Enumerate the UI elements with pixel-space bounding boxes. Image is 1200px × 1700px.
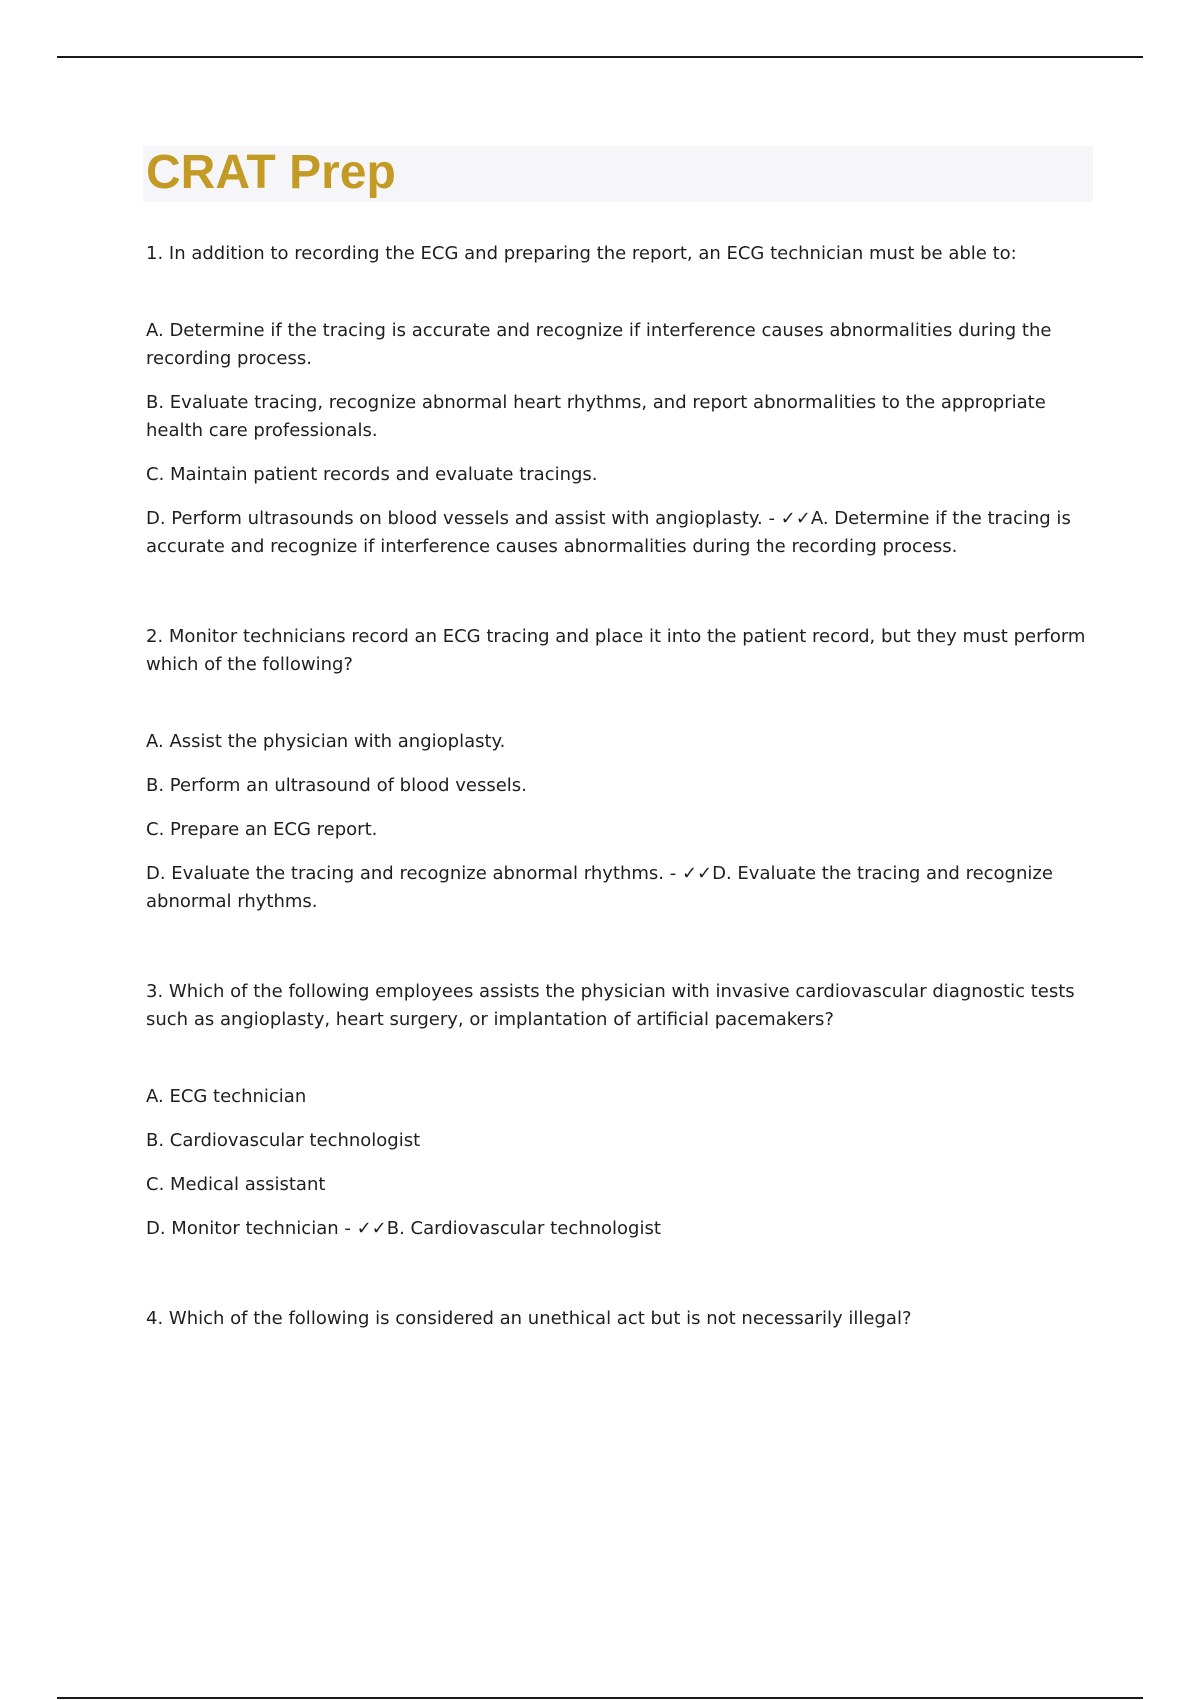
correct-answer: B. Cardiovascular technologist	[386, 1218, 661, 1239]
question-text: 1. In addition to recording the ECG and preparing the report, an ECG technician must be able to:	[146, 243, 1017, 264]
option-b: B. Cardiovascular technologist	[146, 1130, 421, 1151]
option-a: A. ECG technician	[146, 1086, 307, 1107]
check-icon: ✓✓	[356, 1218, 387, 1239]
option-c: C. Medical assistant	[146, 1174, 326, 1195]
option-d: D. Perform ultrasounds on blood vessels and assist with angioplasty. -	[146, 508, 781, 529]
option-b: B. Perform an ultrasound of blood vessels.	[146, 775, 527, 796]
check-icon: ✓✓	[681, 863, 713, 884]
question-1	[146, 240, 1086, 561]
question-text: 3. Which of the following employees assists the physician with invasive cardiovascular diagnostic tests such as angioplasty, heart surgery, or implantation of artificial pacemakers?	[146, 981, 1075, 1030]
correct-answer: A. Determine if the tracing is accurate and recognize if interference causes abnormalities during the recording process.	[146, 508, 1071, 557]
option-a: A. Determine if the tracing is accurate and recognize if interference causes abnormalities during the recording process.	[146, 320, 1052, 369]
document-title: CRAT Prep	[146, 146, 396, 199]
question-3	[146, 978, 1086, 1243]
check-icon: ✓✓	[780, 508, 811, 529]
option-b: B. Evaluate tracing, recognize abnormal heart rhythms, and report abnormalities to the appropriate health care professionals.	[146, 392, 1046, 441]
option-d-with-answer	[146, 1215, 1086, 1243]
question-text: 4. Which of the following is considered an unethical act but is not necessarily illegal?	[146, 1308, 912, 1329]
option-d: D. Monitor technician -	[146, 1218, 357, 1239]
option-d: D. Evaluate the tracing and recognize abnormal rhythms. -	[146, 863, 682, 884]
question-4	[146, 1305, 1086, 1333]
option-a: A. Assist the physician with angioplasty.	[146, 731, 506, 752]
correct-answer: D. Evaluate the tracing and recognize abnormal rhythms.	[146, 863, 1053, 912]
bottom-rule	[57, 1697, 1143, 1699]
option-d-with-answer	[146, 505, 1086, 561]
question-list	[146, 240, 1086, 1395]
question-2	[146, 623, 1086, 916]
top-rule	[57, 56, 1143, 58]
option-c: C. Maintain patient records and evaluate tracings.	[146, 464, 598, 485]
option-d-with-answer	[146, 860, 1086, 916]
question-text: 2. Monitor technicians record an ECG tracing and place it into the patient record, but they must perform which of the following?	[146, 626, 1086, 675]
option-c: C. Prepare an ECG report.	[146, 819, 378, 840]
